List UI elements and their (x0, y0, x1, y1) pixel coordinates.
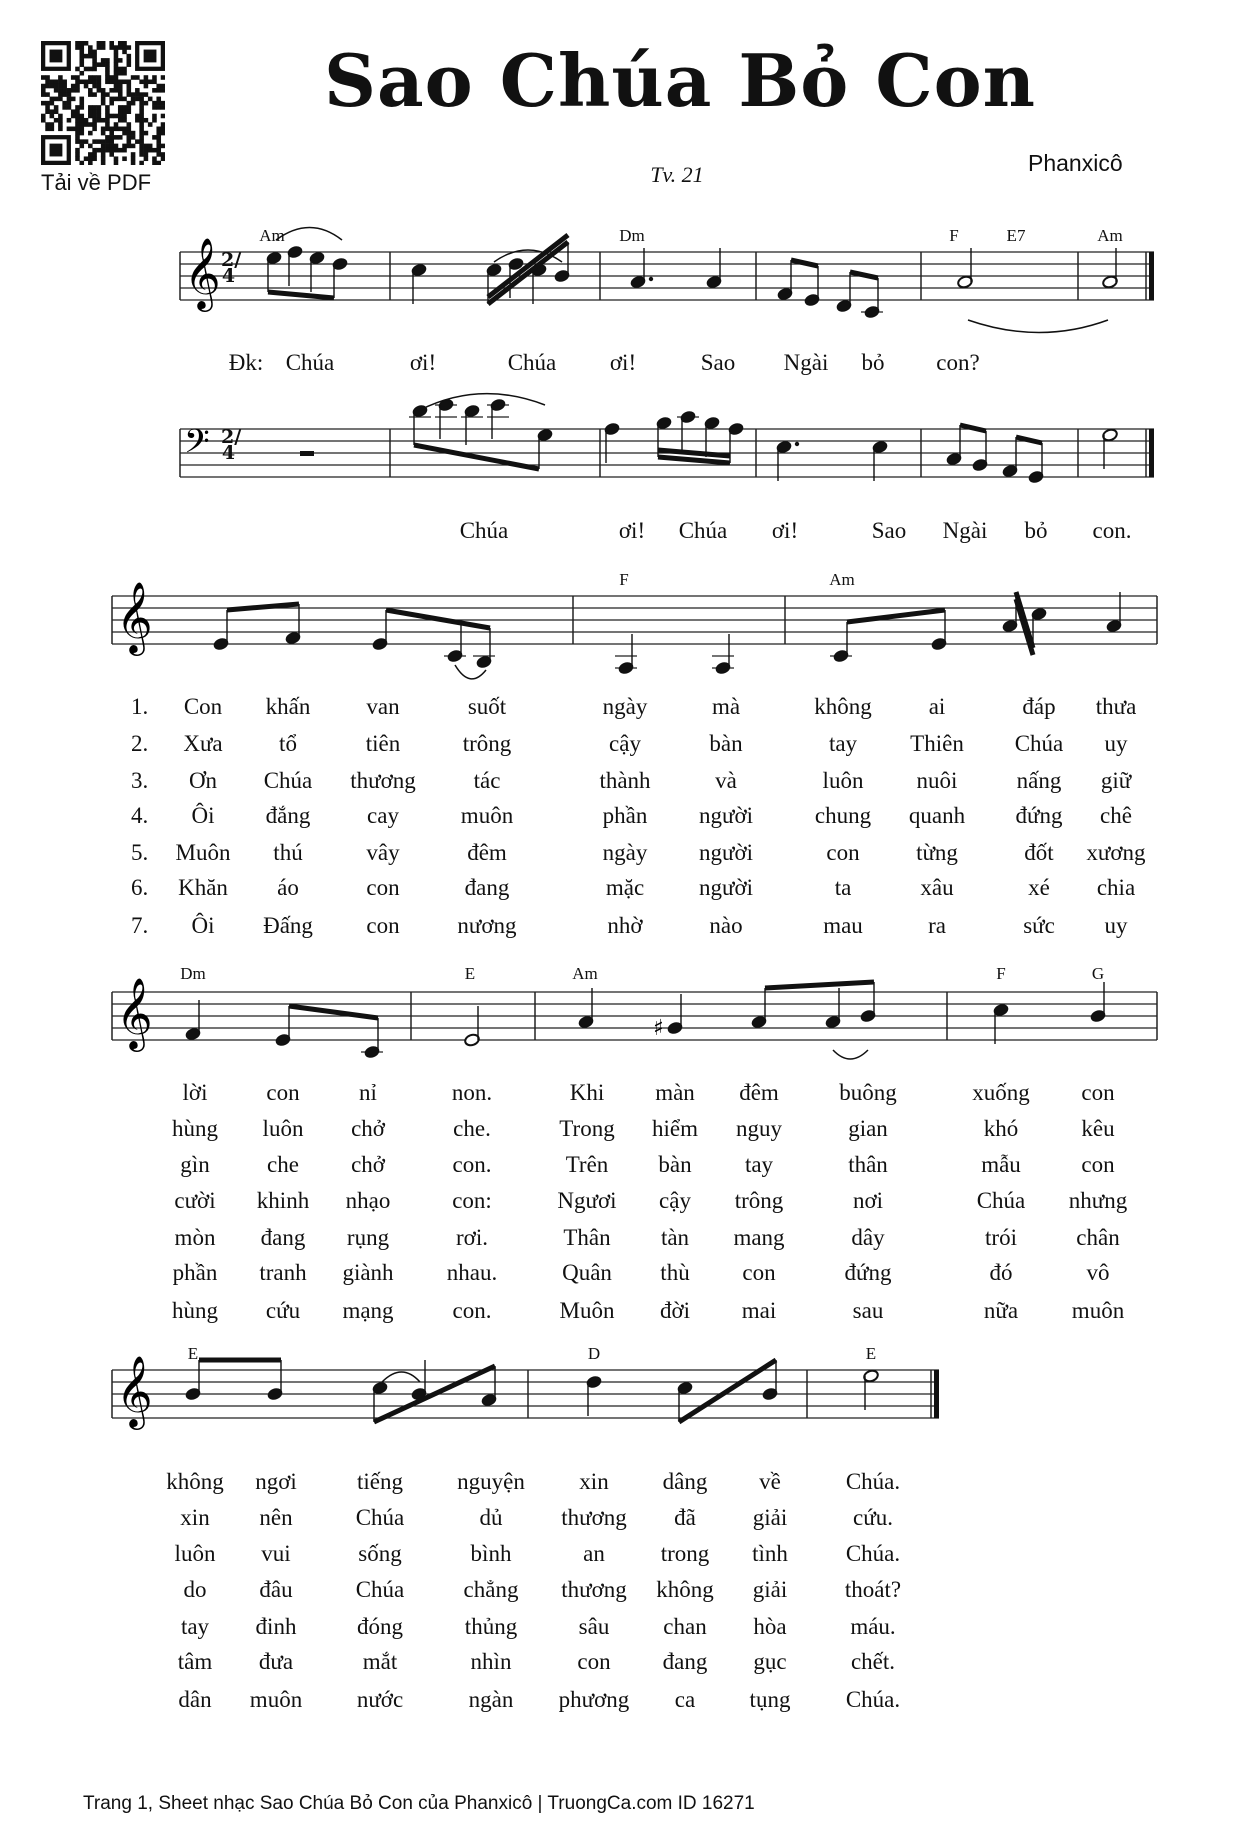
lyric-word: quanh (908, 803, 966, 828)
lyric-word: nữa (983, 1298, 1019, 1323)
lyric-word: con (266, 1080, 300, 1105)
lyric-word: đáp (1022, 694, 1056, 719)
lyric-word: muôn (1071, 1298, 1125, 1323)
lyric-word: tác (473, 768, 501, 793)
lyric-word: nấng (1016, 768, 1062, 793)
lyric-word: Thiên (910, 731, 964, 756)
lyric-word: chê (1100, 803, 1132, 828)
beam (658, 450, 730, 456)
slur (833, 1050, 868, 1059)
treble-clef-icon: 𝄞 (116, 1354, 153, 1427)
lyric-word: Chúa. (845, 1541, 901, 1566)
beam (268, 292, 334, 298)
lyric-word: bình (470, 1541, 512, 1566)
lyric-word: luôn (822, 768, 864, 793)
lyric-word: con? (936, 350, 980, 375)
lyric-word: xuống (972, 1080, 1030, 1105)
lyric-word: chẳng (463, 1577, 519, 1602)
lyric-word: thoát? (844, 1577, 902, 1602)
lyric-word: giữ (1100, 768, 1132, 793)
verse-number: 5. (131, 840, 149, 865)
beam (850, 272, 878, 278)
lyric-word: hùng (172, 1298, 218, 1323)
lyric-word: Chúa (285, 350, 335, 375)
lyric-word: thù (660, 1260, 690, 1285)
lyric-word: muôn (249, 1687, 303, 1712)
lyric-word: cay (367, 803, 399, 828)
treble-clef-icon: 𝄞 (116, 580, 153, 653)
lyric-word: Muôn (175, 840, 231, 865)
lyric-word: thú (273, 840, 303, 865)
lyric-word: luôn (174, 1541, 216, 1566)
verse-number: 6. (131, 875, 149, 900)
lyric-word: dây (851, 1225, 885, 1250)
lyric-word: đâu (259, 1577, 293, 1602)
lyric-word: đang (260, 1225, 306, 1250)
lyric-word: tay (828, 731, 858, 756)
lyric-word: tâm (177, 1649, 213, 1674)
lyric-word: do (183, 1577, 207, 1602)
lyric-word: che (267, 1152, 299, 1177)
beam (1016, 437, 1042, 443)
chord-symbol: F (949, 226, 959, 245)
lyric-word: chở (351, 1116, 385, 1141)
lyric-word: trói (985, 1225, 1017, 1250)
lyric-word: trông (462, 731, 512, 756)
lyric-word: Trên (565, 1152, 609, 1177)
lyric-word: đưa (258, 1649, 294, 1674)
lyric-word: Ngài (942, 518, 988, 543)
lyric-word: mang (733, 1225, 785, 1250)
lyric-word: Chúa (1014, 731, 1064, 756)
lyric-word: giành (342, 1260, 394, 1285)
lyric-word: ơi! (409, 350, 437, 375)
lyric-word: ngày (602, 694, 648, 719)
lyric-word: nước (356, 1687, 404, 1712)
verse-number: 1. (131, 694, 149, 719)
lyric-word: cứu. (853, 1505, 893, 1530)
lyric-word: cậy (609, 731, 641, 756)
lyric-word: đứng (1015, 803, 1063, 828)
lyric-word: giải (752, 1505, 788, 1530)
lyric-word: Khăn (178, 875, 228, 900)
lyric-word: gục (753, 1649, 787, 1674)
lyric-word: con (577, 1649, 611, 1674)
lyric-word: nhạo (345, 1188, 391, 1213)
lyric-word: con (1081, 1152, 1115, 1177)
lyric-word: con (1081, 1080, 1115, 1105)
lyric-word: đêm (739, 1080, 779, 1105)
lyric-word: ngày (602, 840, 648, 865)
lyric-word: không (166, 1469, 224, 1494)
lyric-word: dân (178, 1687, 212, 1712)
beam (765, 982, 874, 988)
beam (791, 260, 818, 266)
chord-symbol: Am (259, 226, 285, 245)
lyric-word: từng (916, 840, 958, 865)
lyric-word: bỏ (1024, 518, 1048, 543)
lyric-word: Trong (559, 1116, 615, 1141)
lyric-word: chan (663, 1614, 707, 1639)
download-pdf-link[interactable]: Tải về PDF (41, 170, 152, 195)
lyric-word: Chúa. (845, 1687, 901, 1712)
lyric-word: và (715, 768, 737, 793)
lyric-word: rơi. (456, 1225, 488, 1250)
lyric-word: ngơi (255, 1469, 297, 1494)
lyric-word: dủ (479, 1505, 503, 1530)
lyric-word: đóng (357, 1614, 403, 1639)
lyric-word: con (366, 875, 400, 900)
lyric-word: nhờ (607, 913, 643, 938)
treble-clef-icon: 𝄞 (184, 236, 221, 309)
lyric-word: bàn (658, 1152, 692, 1177)
beam (658, 457, 730, 463)
lyric-word: con (366, 913, 400, 938)
lyric-word: mau (823, 913, 863, 938)
lyric-word: nguy (736, 1116, 782, 1141)
lyric-word: mai (741, 1298, 777, 1323)
lyric-word: con (742, 1260, 776, 1285)
lyric-word: vô (1086, 1260, 1110, 1285)
lyric-word: ca (674, 1687, 696, 1712)
dot (795, 442, 799, 446)
chord-symbol: E (865, 1344, 877, 1363)
lyric-word: tình (752, 1541, 788, 1566)
page-title: Sao Chúa Bỏ Con (323, 38, 1037, 123)
lyric-word: khinh (256, 1188, 310, 1213)
lyric-word: chết. (850, 1649, 896, 1674)
lyric-word: nỉ (359, 1080, 377, 1105)
lyric-word: đắng (265, 803, 311, 828)
lyric-word: trong (660, 1541, 710, 1566)
lyric-word: bỏ (861, 350, 885, 375)
lyric-word: chở (351, 1152, 385, 1177)
chord-symbol: Am (1097, 226, 1123, 245)
lyric-word: tay (180, 1614, 210, 1639)
lyric-word: con. (1092, 518, 1132, 543)
beam (960, 425, 986, 431)
lyric-word: thân (848, 1152, 888, 1177)
lyric-word: Chúa (355, 1577, 405, 1602)
lyric-word: đang (662, 1649, 708, 1674)
verse-number: 2. (131, 731, 149, 756)
lyric-word: nhau. (446, 1260, 498, 1285)
lyric-word: thương (561, 1577, 627, 1602)
lyric-word: che. (453, 1116, 491, 1141)
lyric-word: ra (928, 913, 946, 938)
lyric-word: luôn (262, 1116, 304, 1141)
lyric-word: tiếng (357, 1469, 403, 1494)
chord-symbol: E7 (1006, 226, 1026, 245)
lyric-word: phần (602, 803, 648, 828)
verse-number: 3. (131, 768, 149, 793)
lyric-word: sâu (578, 1614, 610, 1639)
bass-clef-icon: 𝄢 (184, 423, 210, 469)
chord-symbol: F (996, 964, 1006, 983)
lyric-word: chân (1076, 1225, 1120, 1250)
lyric-word: Chúa (976, 1188, 1026, 1213)
lyric-word: chia (1096, 875, 1136, 900)
lyric-word: tiên (365, 731, 401, 756)
lyric-word: Thân (563, 1225, 611, 1250)
lyric-word: buông (839, 1080, 897, 1105)
lyric-word: thương (350, 768, 416, 793)
chord-symbol: E (187, 1344, 199, 1363)
tie (968, 320, 1108, 333)
lyric-word: thủng (464, 1614, 518, 1639)
lyric-word: ơi! (609, 350, 637, 375)
footer: Trang 1, Sheet nhạc Sao Chúa Bỏ Con của Phanxicô | TruongCa.com ID 16271 (83, 1793, 755, 1814)
lyric-word: nhìn (470, 1649, 512, 1674)
lyric-word: gian (848, 1116, 888, 1141)
lyric-word: Đấng (263, 913, 313, 938)
lyric-word: đó (989, 1260, 1013, 1285)
lyric-word: giải (752, 1577, 788, 1602)
lyric-word: đinh (255, 1614, 297, 1639)
treble-clef-icon: 𝄞 (116, 976, 153, 1049)
lyric-word: cứu (265, 1298, 301, 1323)
lyric-word: uy (1104, 913, 1128, 938)
slur (382, 1372, 420, 1382)
slur (420, 394, 545, 410)
lyric-word: kêu (1081, 1116, 1115, 1141)
lyric-word: áo (277, 875, 299, 900)
lyric-word: tàn (660, 1225, 690, 1250)
lyric-word: suốt (467, 694, 507, 719)
lyric-word: con. (452, 1298, 492, 1323)
chord-symbol: D (587, 1344, 601, 1363)
bass-time-signature: 2/4 (221, 426, 242, 464)
lyric-word: về (759, 1469, 781, 1494)
lyric-word: thương (561, 1505, 627, 1530)
lyric-word: tay (744, 1152, 774, 1177)
lyric-word: tổ (279, 731, 297, 756)
beam (488, 242, 568, 304)
dot (649, 277, 653, 281)
lyric-word: tranh (259, 1260, 307, 1285)
lyric-word: cười (174, 1188, 216, 1213)
lyric-word: xương (1086, 840, 1146, 865)
lyric-word: van (366, 694, 400, 719)
beam (679, 1360, 776, 1422)
lyric-word: Sao (700, 350, 736, 375)
lyric-word: hòa (753, 1614, 787, 1639)
lyric-word: muôn (460, 803, 514, 828)
lyric-word: chung (814, 803, 872, 828)
lyric-word: Quân (562, 1260, 612, 1285)
slur (276, 228, 342, 241)
lyric-word: Ôi (191, 803, 215, 828)
chord-symbol: Am (829, 570, 855, 589)
lyric-word: xâu (920, 875, 954, 900)
chord-symbol: Dm (180, 964, 206, 983)
lyric-word: Chúa. (845, 1469, 901, 1494)
lyric-word: thưa (1095, 694, 1137, 719)
chord-symbol: Dm (619, 226, 645, 245)
lyric-word: nào (709, 913, 743, 938)
lyric-word: con (826, 840, 860, 865)
lyric-word: không (656, 1577, 714, 1602)
chord-symbol: E (464, 964, 476, 983)
psalm-reference: Tv. 21 (650, 162, 704, 187)
lyric-word: khấn (265, 694, 311, 719)
half-rest (300, 451, 314, 456)
lyric-word: Sao (871, 518, 907, 543)
lyric-word: hiểm (652, 1116, 698, 1141)
lyric-word: nơi (852, 1188, 884, 1213)
lyric-word: Xưa (183, 731, 223, 756)
lyric-word: không (814, 694, 872, 719)
lyric-word: Muôn (559, 1298, 615, 1323)
lyric-word: nên (259, 1505, 293, 1530)
lyric-word: uy (1104, 731, 1128, 756)
chord-symbol: Am (572, 964, 598, 983)
lyric-word: tụng (749, 1687, 791, 1712)
lyric-word: mà (711, 694, 741, 719)
lyric-word: cậy (659, 1188, 691, 1213)
sharp-icon: ♯ (653, 1016, 664, 1041)
lyric-word: mặc (605, 875, 645, 900)
lyric-word: người (698, 803, 754, 828)
lyric-word: sức (1023, 913, 1055, 938)
lyric-word: nương (457, 913, 517, 938)
lyric-word: vui (261, 1541, 291, 1566)
lyric-word: dâng (662, 1469, 708, 1494)
lyric-word: bàn (709, 731, 743, 756)
lyric-word: Chúa (507, 350, 557, 375)
lyric-word: người (698, 875, 754, 900)
lyric-word: đêm (467, 840, 507, 865)
lyric-word: mẫu (981, 1152, 1021, 1177)
lyric-word: màn (655, 1080, 695, 1105)
lyric-word: Ngài (783, 350, 829, 375)
chord-symbol: G (1091, 964, 1105, 983)
beam (386, 610, 490, 628)
lyric-word: Con (183, 694, 223, 719)
lyric-word: Chúa (678, 518, 728, 543)
lyric-word: đã (674, 1505, 696, 1530)
lyric-word: ta (834, 875, 852, 900)
lyric-word: Chúa (355, 1505, 405, 1530)
lyric-word: người (698, 840, 754, 865)
lyric-word: phương (558, 1687, 630, 1712)
lyric-word: lời (182, 1080, 208, 1105)
lyric-word: hùng (172, 1116, 218, 1141)
lyric-word: xin (579, 1469, 609, 1494)
lyric-word: ngàn (468, 1687, 514, 1712)
lyric-word: Ơn (188, 768, 218, 793)
beam (227, 604, 299, 610)
lyric-word: an (583, 1541, 605, 1566)
lyric-word: Chúa (459, 518, 509, 543)
lyric-word: mạng (342, 1298, 394, 1323)
lyric-word: ơi! (771, 518, 799, 543)
lyric-word: rụng (346, 1225, 390, 1250)
lyric-word: con. (452, 1152, 492, 1177)
lyric-word: đang (464, 875, 510, 900)
lyric-word: Ôi (191, 913, 215, 938)
lyric-word: trông (734, 1188, 784, 1213)
lyric-word: đốt (1024, 840, 1054, 865)
verse-number: 7. (131, 913, 149, 938)
final-barline (1149, 252, 1154, 300)
lyric-word: Ngươi (557, 1188, 617, 1213)
verse-number: 4. (131, 803, 149, 828)
lyric-word: Đk: (228, 350, 264, 375)
lyric-word: sống (358, 1541, 402, 1566)
treble-time-signature: 2/4 (221, 249, 242, 287)
lyric-word: mắt (362, 1649, 398, 1674)
lyric-word: xin (180, 1505, 210, 1530)
lyric-word: đứng (844, 1260, 892, 1285)
lyric-word: gìn (180, 1152, 210, 1177)
lyric-word: máu. (850, 1614, 896, 1639)
final-barline (934, 1370, 939, 1418)
lyric-word: ai (928, 694, 946, 719)
lyric-word: non. (451, 1080, 493, 1105)
lyric-word: nguyện (457, 1469, 525, 1494)
lyric-word: xé (1028, 875, 1050, 900)
lyric-word: sau (852, 1298, 884, 1323)
lyric-word: nuôi (916, 768, 958, 793)
chord-symbol: F (619, 570, 629, 589)
lyric-word: mòn (174, 1225, 216, 1250)
lyric-word: nhưng (1068, 1188, 1128, 1213)
final-barline (1149, 429, 1154, 477)
lyric-word: ơi! (618, 518, 646, 543)
lyric-word: đời (659, 1298, 691, 1323)
lyric-word: thành (599, 768, 651, 793)
lyric-word: con: (452, 1188, 492, 1213)
lyric-word: Chúa (263, 768, 313, 793)
lyric-word: khó (983, 1116, 1019, 1141)
lyric-word: vây (366, 840, 400, 865)
composer: Phanxicô (1028, 150, 1123, 176)
lyric-word: phần (172, 1260, 218, 1285)
lyric-word: Khi (569, 1080, 605, 1105)
